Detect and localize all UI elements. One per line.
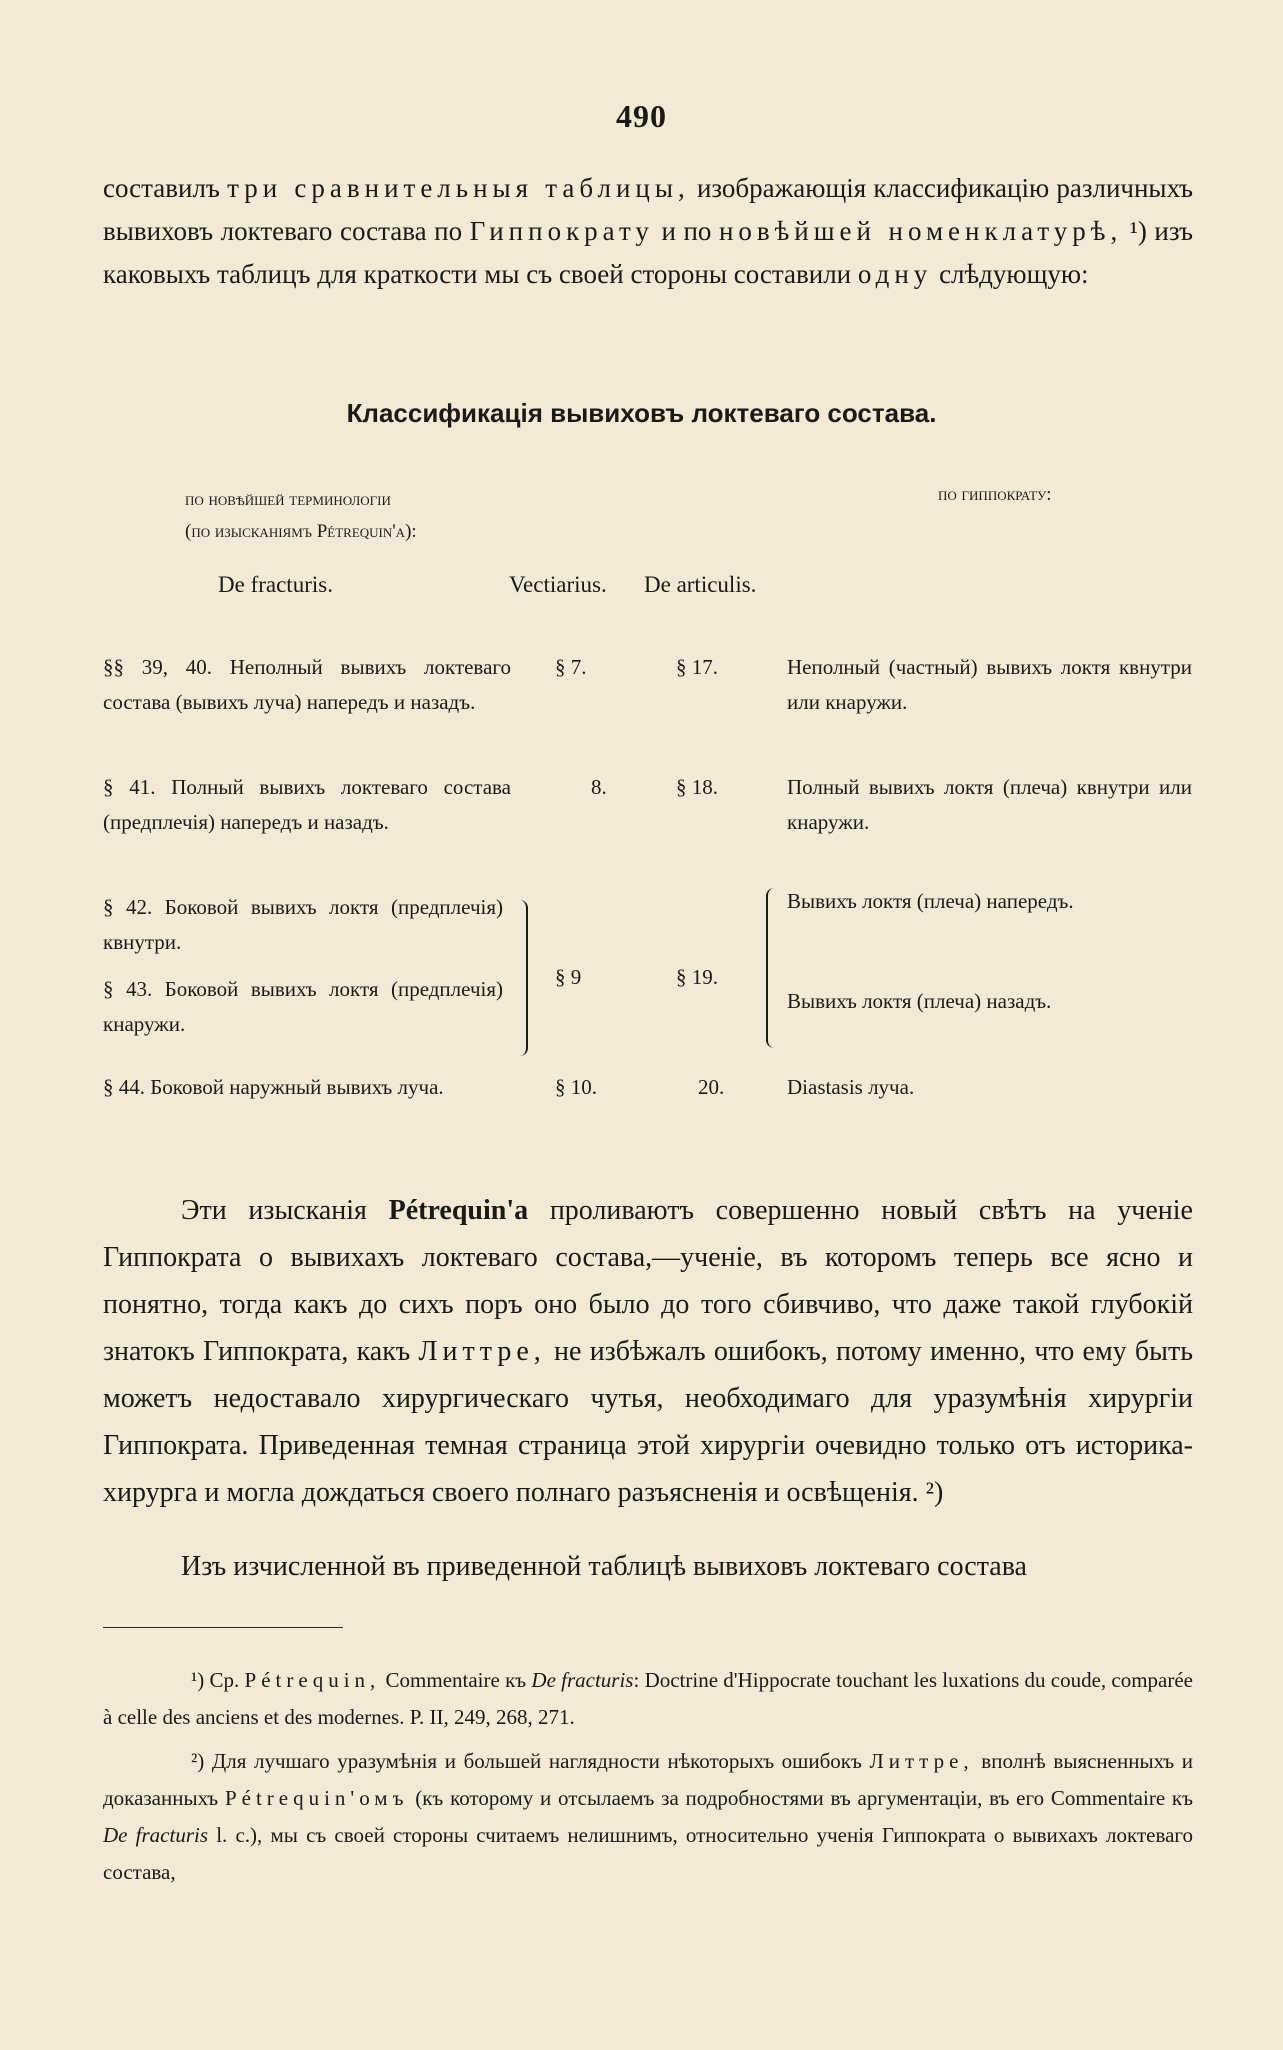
footnote-2: ²) Для лучшаго уразумѣнія и большей наглядности нѣкоторыхъ ошибокъ Литтре, вполнѣ выясненныхъ и доказанныхъ Pétrequin'омъ (къ которому и отсылаемъ за подробностями въ аргументаціи, въ его Commentaire къ De fracturis l. c.), мы съ своей стороны считаемъ нелишнимъ, относительно ученія Гиппократа о вывихахъ локтеваго состава, bbox=[103, 1749, 1193, 1884]
left-brace bbox=[518, 900, 528, 1056]
table-row-3-left: § 42. Боковой вывихъ локтя (предплечія) квнутри. bbox=[103, 895, 503, 954]
intro-paragraph: составилъ три сравнительныя таблицы, изображающія классификацію различныхъ вывиховъ локтеваго состава по Гиппократу и по новѣйшей номенклатурѣ, ¹) изъ каковыхъ таблицъ для краткости мы съ своей стороны составили одну слѣдующую: bbox=[103, 173, 1194, 289]
spaced-text: Pétrequin'омъ bbox=[224, 1786, 409, 1810]
table-row-2-articulis: § 18. bbox=[676, 775, 718, 799]
body-paragraph-2: Изъ изчисленной въ приведенной таблицѣ вывиховъ локтеваго состава bbox=[181, 1551, 1027, 1582]
spaced-text: Литтре, bbox=[869, 1749, 974, 1773]
subheader-de-articulis: De articulis. bbox=[644, 572, 757, 597]
footnote-1: ¹) Ср. Pétrequin, Commentaire къ De fracturis: Doctrine d'Hippocrate touchant les luxations du coude, comparée à celle des anciens et des modernes. P. II, 249, 268, 271. bbox=[103, 1668, 1193, 1729]
spaced-text: новѣйшей номенклатурѣ, bbox=[718, 216, 1123, 246]
spaced-text: три сравнительныя таблицы, bbox=[227, 173, 690, 203]
table-title: Классификація вывиховъ локтеваго состава. bbox=[346, 398, 937, 428]
right-brace bbox=[766, 888, 776, 1048]
footnote-separator bbox=[103, 1627, 343, 1628]
spaced-text: Гиппократу bbox=[469, 216, 654, 246]
page-number: 490 bbox=[616, 98, 667, 134]
spaced-text: Литтре, bbox=[418, 1336, 546, 1367]
table-row-3-right: Вывихъ локтя (плеча) напередъ. bbox=[787, 889, 1074, 913]
table-row-1-articulis: § 17. bbox=[676, 655, 718, 679]
table-row-4-articulis: § 19. bbox=[676, 965, 718, 989]
table-row-1-vectiarius: § 7. bbox=[555, 655, 587, 679]
spaced-text: Pétrequin, bbox=[244, 1668, 381, 1692]
table-row-2-right: Полный вывихъ локтя (плеча) квнутри или кнаружи. bbox=[787, 775, 1192, 834]
body-paragraph-1: Эти изысканія Pétrequin'а проливаютъ совершенно новый свѣтъ на ученіе Гиппократа о вывихахъ локтеваго состава,—ученіе, въ которомъ теперь все ясно и понятно, тогда какъ до сихъ поръ оно было до того сбивчиво, что даже такой глубокій знатокъ Гиппократа, какъ Литтре, не избѣжалъ ошибокъ, потому именно, что ему быть можетъ недоставало хирургическаго чутья, необходимаго для уразумѣнія хирургіи Гиппократа. Приведенная темная страница этой хирургіи очевидно только отъ историка-хирурга и могла дождаться своего полнаго разъясненія и освѣщенія. ²) bbox=[103, 1195, 1193, 1508]
table-row-5-right: Diastasis луча. bbox=[787, 1075, 915, 1099]
table-row-4-left: § 43. Боковой вывихъ локтя (предплечія) кнаружи. bbox=[103, 977, 503, 1036]
table-row-1-left: §§ 39, 40. Неполный вывихъ локтеваго состава (вывихъ луча) напередъ и назадъ. bbox=[103, 655, 511, 714]
header-newest-terminology: по новѣйшей терминологіи (по изысканіямъ Pétrequin'а): bbox=[185, 489, 417, 542]
table-row-5-articulis: 20. bbox=[698, 1075, 725, 1099]
table-row-4-right: Вывихъ локтя (плеча) назадъ. bbox=[787, 989, 1052, 1013]
table-row-2-vectiarius: 8. bbox=[591, 775, 607, 799]
table-row-1-right: Неполный (частный) вывихъ локтя квнутри или кнаружи. bbox=[787, 655, 1192, 714]
spaced-text: одну bbox=[857, 259, 933, 289]
header-hippocrates: по гиппократу: bbox=[938, 484, 1052, 505]
subheader-vectiarius: Vectiarius. bbox=[509, 572, 607, 597]
table-row-5-vectiarius: § 10. bbox=[555, 1075, 597, 1099]
table-row-5-left: § 44. Боковой наружный вывихъ луча. bbox=[103, 1075, 444, 1099]
subheader-de-fracturis: De fracturis. bbox=[218, 572, 333, 597]
table-row-2-left: § 41. Полный вывихъ локтеваго состава (предплечія) напередъ и назадъ. bbox=[103, 775, 511, 834]
table-row-4-vectiarius: § 9 bbox=[555, 965, 582, 989]
